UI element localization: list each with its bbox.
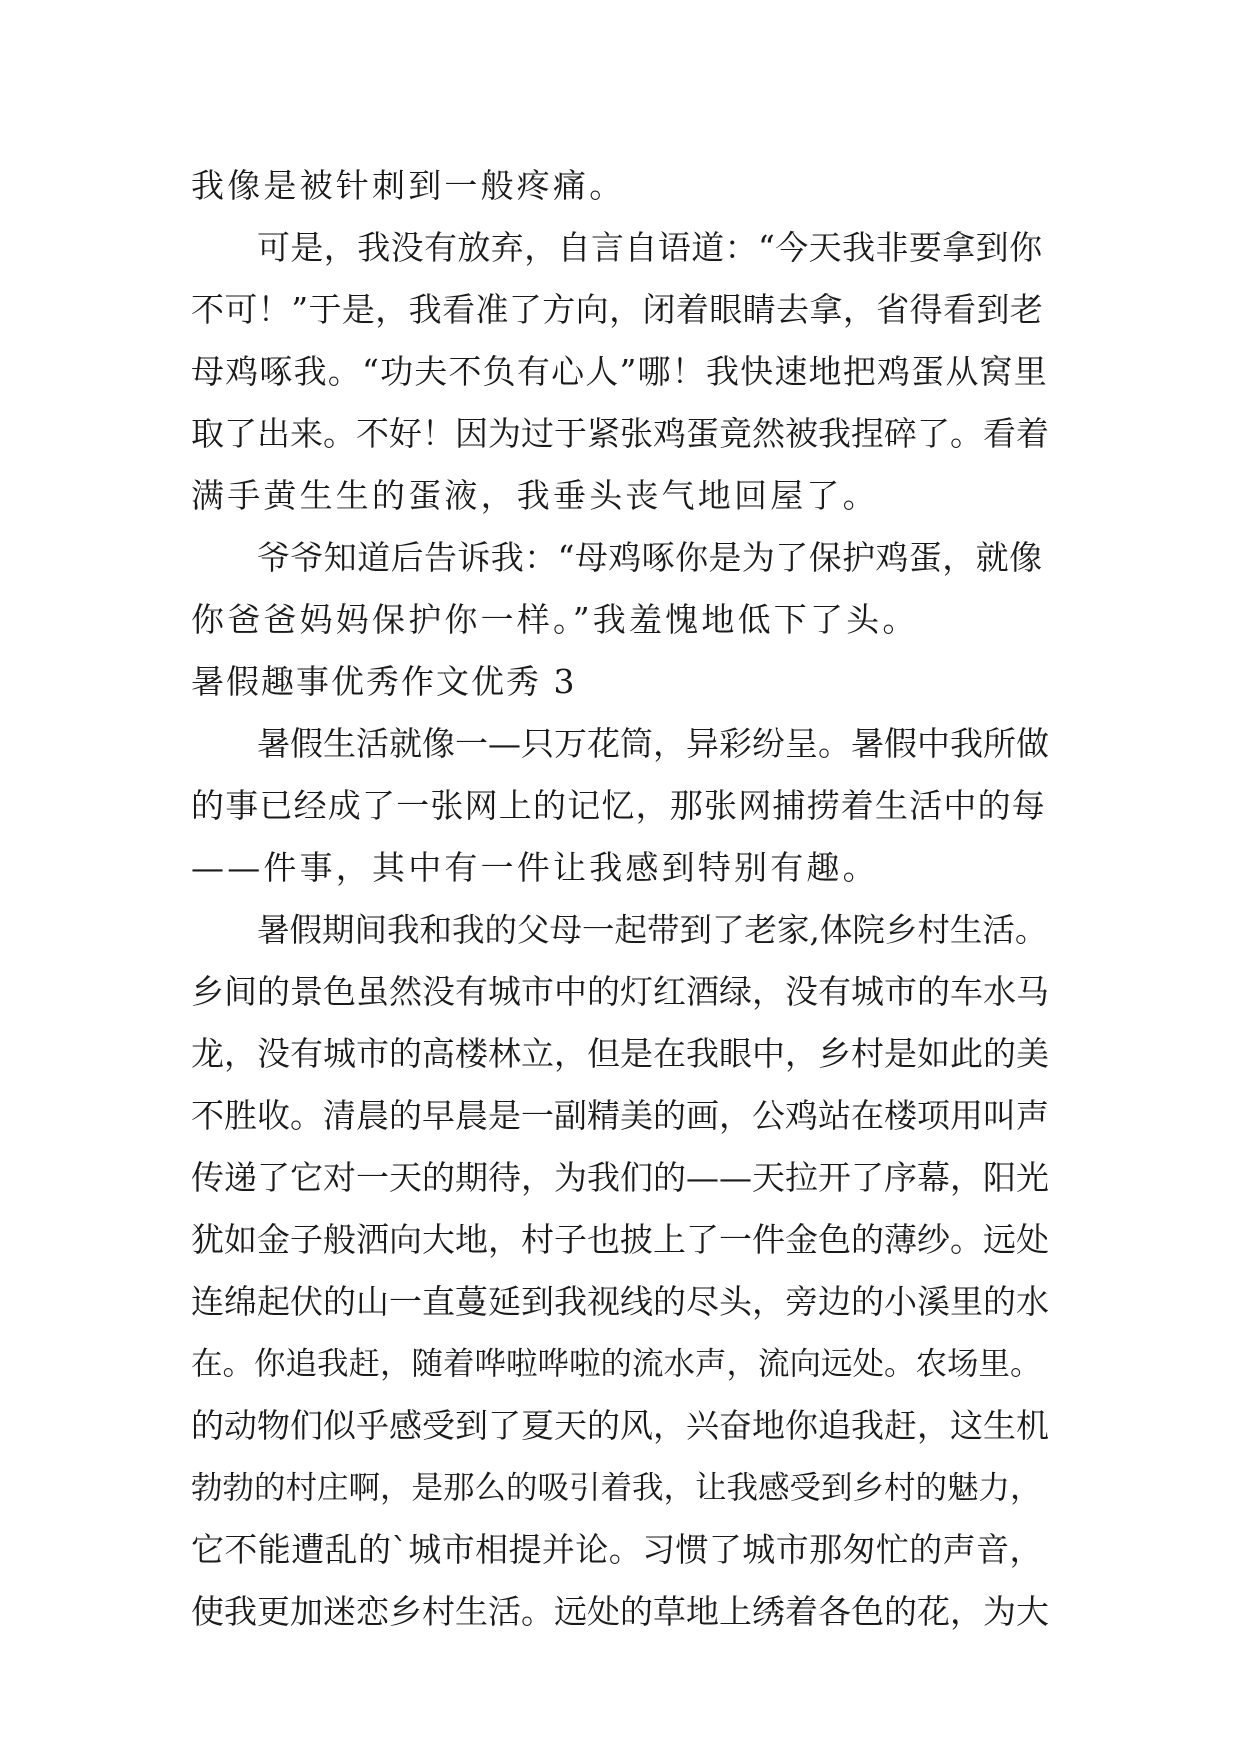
text-line: 不胜收。清晨的早晨是一副精美的画，公鸡站在楼项用叫声 [191,1096,1049,1135]
text-line: ——件事，其中有一件让我感到特别有趣。 [191,848,879,887]
text-line: 龙，没有城市的高楼林立，但是在我眼中，乡村是如此的美 [191,1034,1049,1073]
paragraph-start-line: 暑假期间我和我的父母一起带到了老家,体院乡村生活。 [257,911,1048,949]
paragraph-start-line: 可是，我没有放弃，自言自语道：“今天我非要拿到你 [257,228,1043,267]
text-line: 连绵起伏的山一直蔓延到我视线的尽头，旁边的小溪里的水 [191,1282,1049,1321]
text-line: 我像是被针刺到一般疼痛。 [191,166,626,205]
text-line: 犹如金子般洒向大地，村子也披上了一件金色的薄纱。远处 [191,1220,1049,1259]
text-line: 传递了它对一天的期待，为我们的——天拉开了序幕，阳光 [191,1158,1049,1197]
section-heading: 暑假趣事优秀作文优秀 3 [191,662,577,701]
text-line: 满手黄生生的蛋液，我垂头丧气地回屋了。 [191,476,879,515]
document-body [191,155,1051,1643]
text-line: 母鸡啄我。“功夫不负有心人”哪！我快速地把鸡蛋从窝里 [191,352,1048,391]
text-line: 取了出来。不好！因为过于紧张鸡蛋竟然被我捏碎了。看着 [191,414,1049,453]
text-line: 使我更加迷恋乡村生活。远处的草地上绣着各色的花，为大 [191,1592,1049,1631]
text-line: 的动物们似乎感受到了夏天的风，兴奋地你追我赶，这生机 [191,1406,1049,1445]
text-line: 它不能遭乱的`城市相提并论。习惯了城市那匆忙的声音， [191,1530,1043,1569]
text-line: 不可！”于是，我看准了方向，闭着眼睛去拿，省得看到老 [191,290,1044,329]
text-line: 在。你追我赶，随着哗啦哗啦的流水声，流向远处。农场里。 [191,1346,1042,1382]
text-line: 的事已经成了一张网上的记忆，那张网捕捞着生活中的每 [191,786,1046,825]
paragraph-start-line: 暑假生活就像一—只万花筒，异彩纷呈。暑假中我所做 [257,724,1049,763]
paragraph-start-line: 爷爷知道后告诉我：“母鸡啄你是为了保护鸡蛋，就像 [257,538,1043,577]
text-line: 你爸爸妈妈保护你一样。”我羞愧地低下了头。 [191,600,919,639]
text-line: 勃勃的村庄啊，是那么的吸引着我，让我感受到乡村的魅力， [191,1470,1042,1506]
text-line: 乡间的景色虽然没有城市中的灯红酒绿，没有城市的车水马 [191,972,1049,1011]
